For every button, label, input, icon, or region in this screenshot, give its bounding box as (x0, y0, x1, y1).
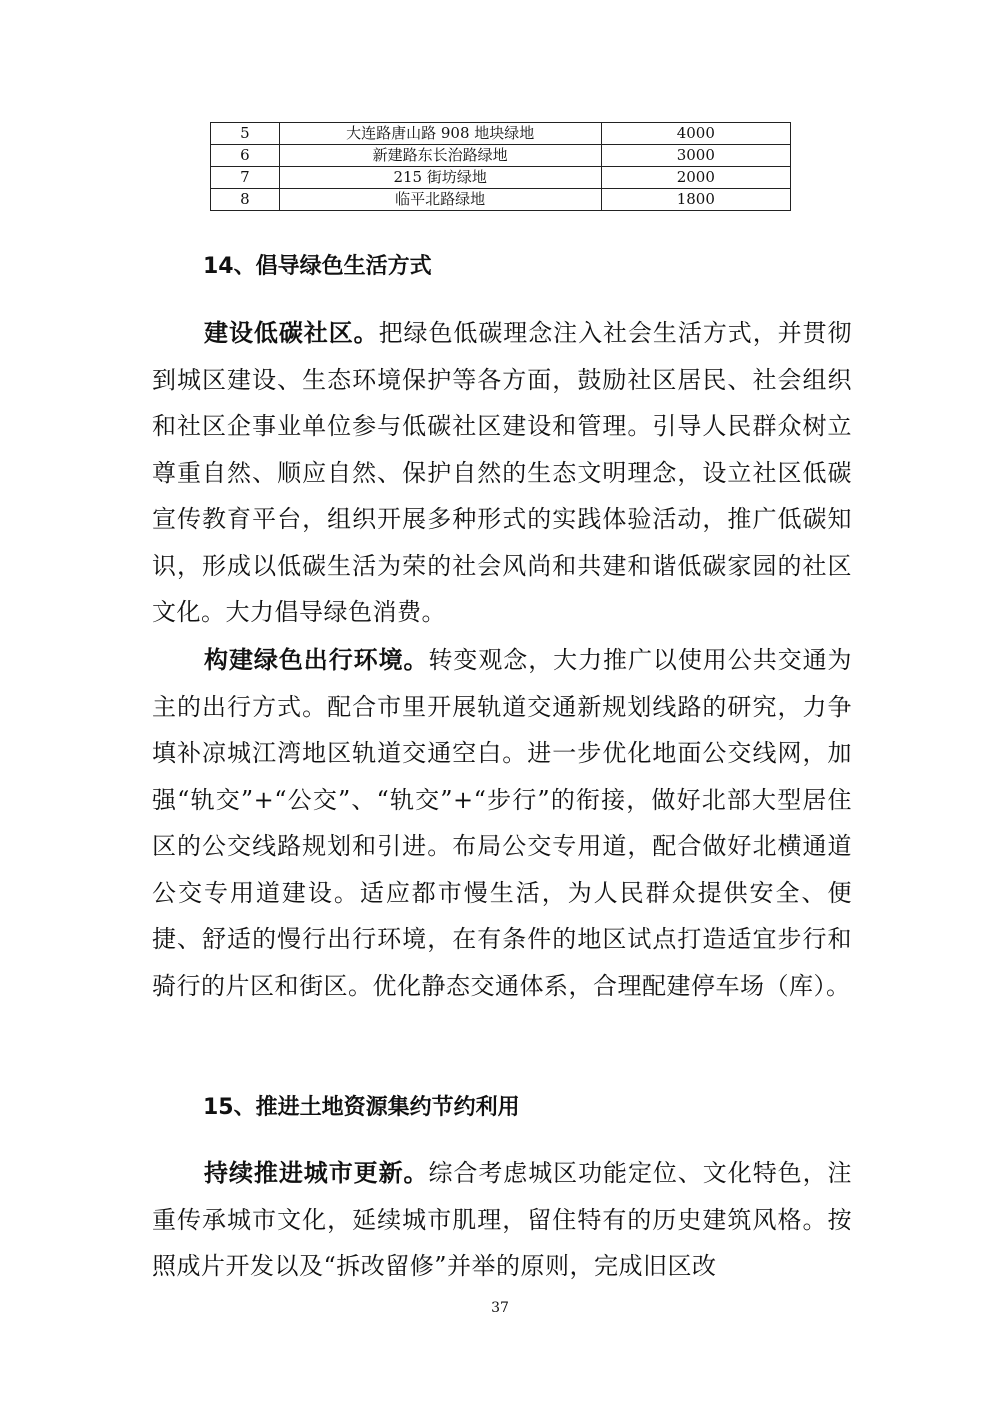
paragraph-urban-renewal (152, 1150, 852, 1290)
table-row (211, 123, 791, 145)
paragraph-lead: 构建绿色出行环境。 (204, 646, 429, 674)
page-number: 37 (491, 1300, 509, 1316)
green-space-area: 3000 (601, 145, 790, 167)
row-number: 7 (211, 167, 280, 189)
green-space-area: 2000 (601, 167, 790, 189)
paragraph-green-travel (152, 637, 852, 1009)
green-space-area: 1800 (601, 189, 790, 211)
row-number: 5 (211, 123, 280, 145)
green-space-name: 大连路唐山路 908 地块绿地 (279, 123, 601, 145)
row-number: 6 (211, 145, 280, 167)
section-15-heading: 15、推进土地资源集约节约利用 (203, 1095, 520, 1120)
green-space-area: 4000 (601, 123, 790, 145)
green-space-table (210, 122, 791, 211)
row-number: 8 (211, 189, 280, 211)
section-14-heading: 14、倡导绿色生活方式 (203, 254, 432, 279)
paragraph-body: 把绿色低碳理念注入社会生活方式，并贯彻到城区建设、生态环境保护等各方面，鼓励社区居民、社会组织和社区企事业单位参与低碳社区建设和管理。引导人民群众树立尊重自然、顺应自然、保护自然的生态文明理念，设立社区低碳宣传教育平台，组织开展多种形式的实践体验活动，推广低碳知识，形成以低碳生活为荣的社会风尚和共建和谐低碳家园的社区文化。大力倡导绿色消费。 (152, 319, 853, 626)
paragraph-lead: 持续推进城市更新。 (204, 1159, 429, 1187)
paragraph-lead: 建设低碳社区。 (204, 319, 379, 347)
paragraph-body: 转变观念，大力推广以使用公共交通为主的出行方式。配合市里开展轨道交通新规划线路的研究，力争填补凉城江湾地区轨道交通空白。进一步优化地面公交线网，加强“轨交”+“公交”、“轨交”+“步行”的衔接，做好北部大型居住区的公交线路规划和引进。布局公交专用道，配合做好北横通道公交专用道建设。适应都市慢生活，为人民群众提供安全、便捷、舒适的慢行出行环境，在有条件的地区试点打造适宜步行和骑行的片区和街区。优化静态交通体系，合理配建停车场（库）。 (152, 646, 853, 1000)
table-row (211, 145, 791, 167)
green-space-name: 215 街坊绿地 (279, 167, 601, 189)
green-space-name: 临平北路绿地 (279, 189, 601, 211)
table-row (211, 167, 791, 189)
green-space-name: 新建路东长治路绿地 (279, 145, 601, 167)
paragraph-low-carbon-community (152, 310, 852, 636)
table-row (211, 189, 791, 211)
paragraph-body: 综合考虑城区功能定位、文化特色，注重传承城市文化，延续城市肌理，留住特有的历史建筑风格。按照成片开发以及“拆改留修”并举的原则，完成旧区改 (152, 1159, 853, 1280)
